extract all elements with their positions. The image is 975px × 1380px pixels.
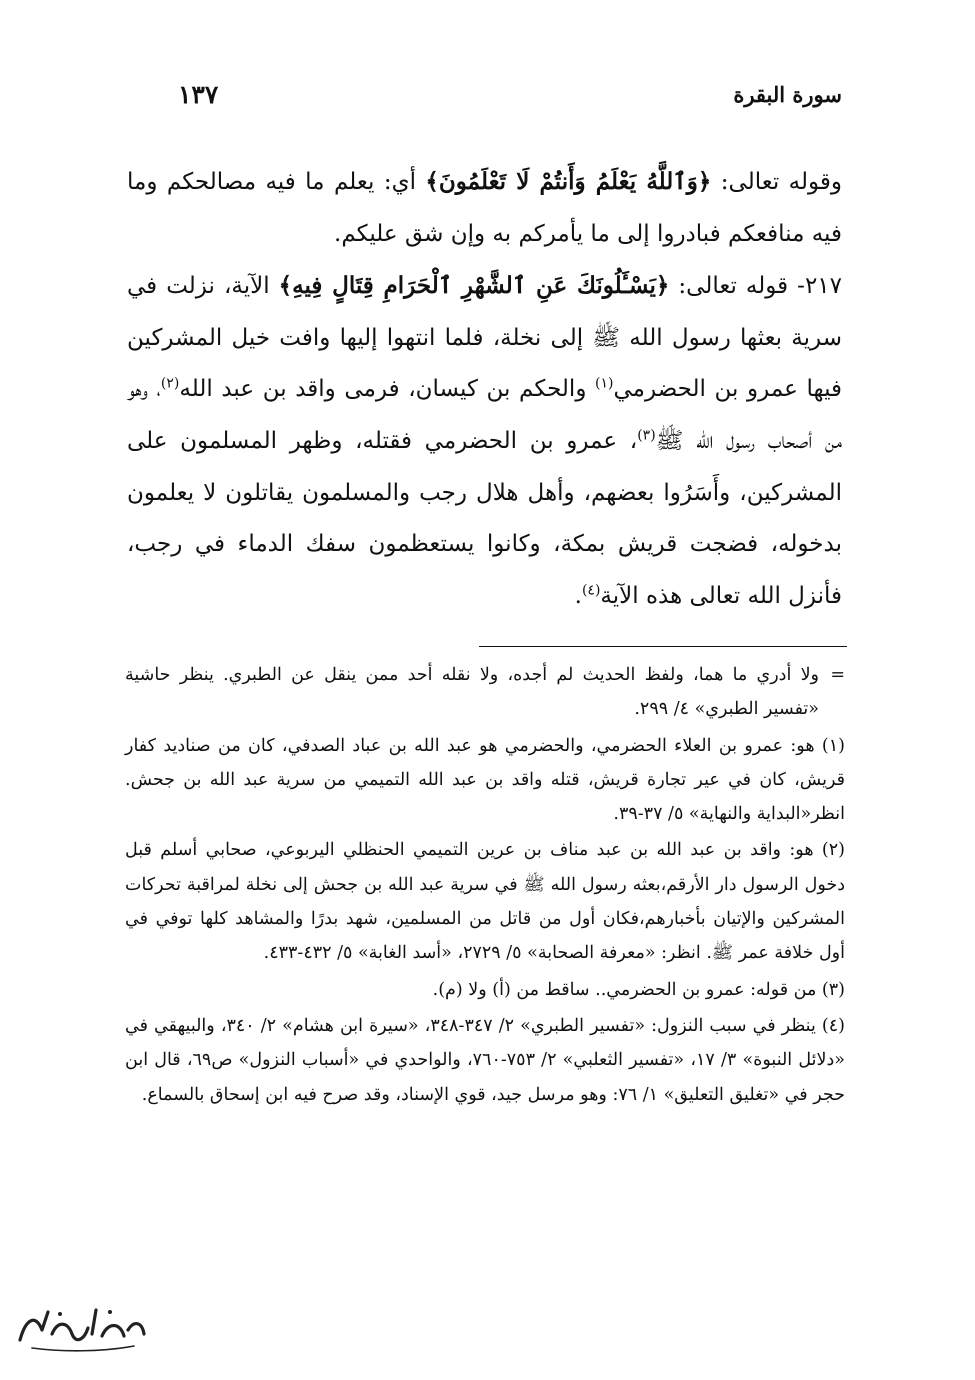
- footnote-3: (٣) من قوله: عمرو بن الحضرمي.. ساقط من (أ) ولا (م).: [432, 979, 845, 1000]
- continuation-text: ولا أدري ما هما، ولفظ الحديث لم أجده، ولا نقله أحد ممن ينقل عن الطبري. ينظر حاشية «تفسير الطبري» ٤/ ٢٩٩.: [125, 665, 819, 720]
- footnote-ref-3: (٣): [637, 427, 656, 444]
- footnote-ref-1: (١): [595, 375, 614, 392]
- para2-text-c: ، وهو من أصحاب رسول الله ﷺ: [127, 376, 843, 454]
- footnote-1: (١) هو: عمرو بن العلاء الحضرمي، والحضرمي هو عبد الله بن عباد الصدفي، كان من صناديد كفار قريش، كان في عير تجارة قريش، قتله واقد بن عبد الله التميمي من سرية عبد الله بن جحش. انظر«البداية والنهاية» ٥/ ٣٧-٣٩.: [125, 735, 845, 825]
- footnote-2: (٢) هو: واقد بن عبد الله بن عبد مناف بن عرين التميمي الحنظلي اليربوعي، صحابي أسلم قبل دخول الرسول دار الأرقم،بعثه رسول الله ﷺ في سرية عبد الله بن جحش إلى نخلة لمراقبة تحركات المشركين والإتيان بأخبارهم،فكان أول من قاتل من المسلمين، شهد بدرًا والمشاهد كلها توفي في أول خلافة عمر ﷺ. انظر: «معرفة الصحابة» ٥/ ٢٧٢٩، «أسد الغابة» ٥/ ٤٣٢-٤٣٣.: [125, 840, 845, 964]
- footnote-continuation: [125, 658, 845, 727]
- footnote-ref-2: (٢): [160, 375, 180, 392]
- main-body: [127, 156, 842, 622]
- quran-verse-1: ﴿وَٱللَّهُ يَعْلَمُ وَأَنتُمْ لَا تَعْلَمُونَ﴾: [425, 168, 712, 195]
- para1-rest: أي: يعلم ما فيه مصالحكم وما فيه منافعكم فبادروا إلى ما يأمركم به وإن شق عليكم.: [127, 169, 842, 247]
- paragraph-2: [127, 260, 842, 622]
- para1-intro: وقوله تعالى:: [711, 169, 842, 195]
- footnote-ref-4: (٤): [581, 582, 601, 599]
- paragraph-1: [127, 156, 842, 260]
- surah-title: سورة البقرة: [733, 82, 842, 107]
- page-number: ١٣٧: [178, 80, 219, 109]
- publisher-logo: [12, 1300, 152, 1358]
- footnote-4: (٤) ينظر في سبب النزول: «تفسير الطبري» ٢/ ٣٤٧-٣٤٨، «سيرة ابن هشام» ٢/ ٣٤٠، والبيهقي في «دلائل النبوة» ٣/ ١٧، «تفسير الثعلبي» ٢/ ٧٥٣-٧٦٠، والواحدي في «أسباب النزول» ص٦٩، قال ابن حجر في «تغليق التعليق» ١/ ٧٦: وهو مرسل جيد، قوي الإسناد، وقد صرح فيه ابن إسحاق بالسماع.: [125, 1015, 845, 1105]
- para2-text-a: الآية، نزلت في سرية بعثها رسول الله ﷺ إلى نخلة، فلما انتهوا إليها وافت خيل المشركين فيها عمرو بن الحضرمي: [127, 273, 843, 403]
- continuation-marker: =: [830, 665, 845, 685]
- quran-verse-2: ﴿يَسْـَٔلُونَكَ عَنِ ٱلشَّهْرِ ٱلْحَرَامِ قِتَالٍ فِيهِ﴾: [278, 272, 670, 300]
- para2-text-d: ، عمرو بن الحضرمي فقتله، وظهر المسلمون على المشركين، وأَسَرُوا بعضهم، وأهل هلال رجب والمسلمون يقاتلون لا يعلمون بدخوله، فضجت قريش بمكة، وكانوا يستعظمون سفك الدماء في رجب، فأنزل الله تعالى هذه الآية: [127, 427, 842, 609]
- para2-intro: ٢١٧- قوله تعالى:: [669, 273, 842, 300]
- footnote-divider: [479, 646, 847, 647]
- para2-end: .: [574, 582, 582, 609]
- footnotes-section: [125, 658, 845, 1114]
- page-header: [178, 82, 842, 122]
- para2-text-b: والحكم بن كيسان، فرمى واقد بن عبد الله: [179, 376, 596, 403]
